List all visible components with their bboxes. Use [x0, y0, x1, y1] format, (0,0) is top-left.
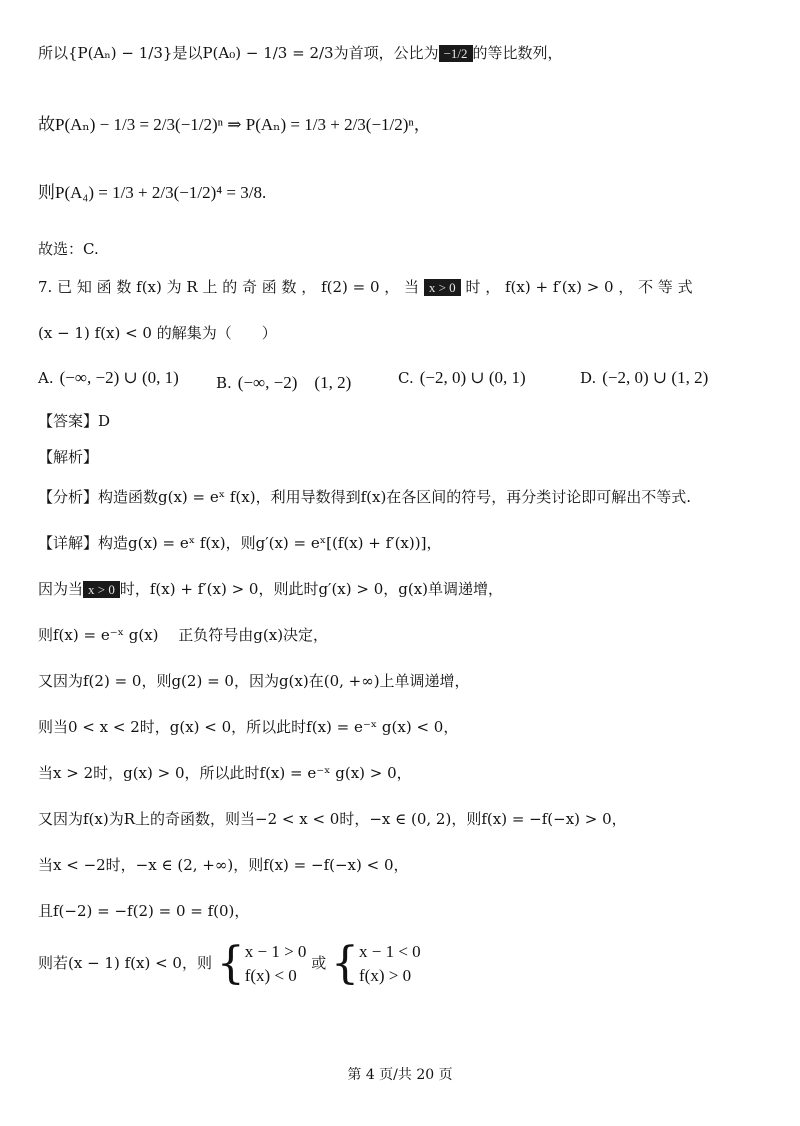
option-b-text: (−∞, −2) (1, 2) [237, 373, 352, 392]
option-b-label: B. [216, 374, 232, 392]
highlighted-condition-2: x > 0 [83, 581, 120, 598]
analysis-summary: 【分析】构造函数g(x) = eˣ f(x)，利用导数得到f(x)在各区间的符号，再分类讨论即可解出不等式. [38, 488, 692, 506]
detailed-solution-line-5: 则当0 < x < 2时，g(x) < 0，所以此时f(x) = e⁻ˣ g(x) < 0， [38, 718, 459, 736]
system-1-top: x − 1 > 0 [244, 942, 307, 961]
system-2-top: x − 1 < 0 [359, 942, 421, 961]
question-7-stem-part-a: 7. 已 知 函 数 f(x) 为 R 上 的 奇 函 数 ， f(2) = 0 ， 当 [38, 278, 420, 296]
highlighted-condition: x > 0 [424, 279, 461, 296]
question-7-stem-continued: (x − 1) f(x) < 0 的解集为（ ） [38, 324, 277, 342]
analysis-heading: 【解析】 [38, 448, 99, 466]
option-c-text: (−2, 0) ∪ (0, 1) [419, 368, 526, 387]
option-a [38, 368, 179, 388]
left-brace-2: { [331, 938, 359, 989]
system-1 [245, 940, 307, 988]
answer-line: 【答案】D [38, 412, 111, 430]
left-brace-1: { [216, 938, 245, 989]
detailed-solution-line-2-a: 因为当 [38, 580, 84, 598]
text-line-ratio-main: 所以{P(Aₙ) − 1/3}是以P(A₀) − 1/3 = 2/3为首项，公比为 [38, 44, 439, 62]
detailed-solution-line-6: 当x > 2时，g(x) > 0，所以此时f(x) = e⁻ˣ g(x) > 0， [38, 764, 412, 782]
text-line-ratio-tail: 的等比数列， [472, 44, 563, 62]
system-2-bottom: f(x) > 0 [359, 966, 412, 985]
option-d [580, 368, 708, 388]
answer-choice-line: 故选：C. [38, 240, 99, 258]
formula-general-term [38, 114, 770, 136]
detailed-solution-line-4: 又因为f(2) = 0，则g(2) = 0，因为g(x)在(0, +∞)上单调递增， [38, 672, 470, 690]
formula-general-term-text: 故P(Aₙ) − 1/3 = 2/3(−1/2)ⁿ ⇒ P(Aₙ) = 1/3 + 2/3(−1/2)ⁿ， [38, 115, 431, 134]
question-7-stem [38, 276, 770, 299]
option-a-text: (−∞, −2) ∪ (0, 1) [59, 368, 179, 387]
option-b [216, 368, 351, 393]
detailed-solution-line-2 [38, 578, 770, 601]
detailed-solution-line-2-b: 时，f(x) + f′(x) > 0，则此时g′(x) > 0，g(x)单调递增， [119, 580, 504, 598]
formula-p-a4 [38, 182, 770, 204]
detailed-solution-line-9: 且f(−2) = −f(2) = 0 = f(0)， [38, 902, 250, 920]
text-line-ratio [38, 42, 770, 65]
inequality-systems-line [38, 940, 421, 988]
option-d-label: D. [580, 369, 597, 387]
question-7-stem-part-b: 时 ， f(x) + f′(x) > 0 ， 不 等 式 [465, 278, 693, 296]
option-c-label: C. [398, 369, 414, 387]
system-2 [359, 940, 421, 988]
page-footer: 第 4 页/共 20 页 [347, 1067, 453, 1083]
systems-prefix: 则若(x − 1) f(x) < 0，则 [38, 954, 212, 972]
option-d-text: (−2, 0) ∪ (1, 2) [602, 368, 709, 387]
formula-p-a4-text: 则P(A₄) = 1/3 + 2/3(−1/2)⁴ = 3/8. [38, 183, 267, 202]
option-a-label: A. [38, 369, 54, 387]
or-word: 或 [311, 954, 327, 972]
option-c [398, 368, 526, 388]
system-1-bottom: f(x) < 0 [244, 966, 297, 985]
detailed-solution-line-1: 【详解】构造g(x) = eˣ f(x)，则g′(x) = eˣ[(f(x) + f′(x))]， [38, 534, 442, 552]
detailed-solution-line-7: 又因为f(x)为R上的奇函数，则当−2 < x < 0时，−x ∈ (0, 2)，则f(x) = −f(−x) > 0， [38, 810, 627, 828]
detailed-solution-line-8: 当x < −2时，−x ∈ (2, +∞)，则f(x) = −f(−x) < 0， [38, 856, 409, 874]
detailed-solution-line-3: 则f(x) = e⁻ˣ g(x) 正负符号由g(x)决定， [38, 626, 329, 644]
highlighted-ratio: −1/2 [439, 45, 473, 62]
